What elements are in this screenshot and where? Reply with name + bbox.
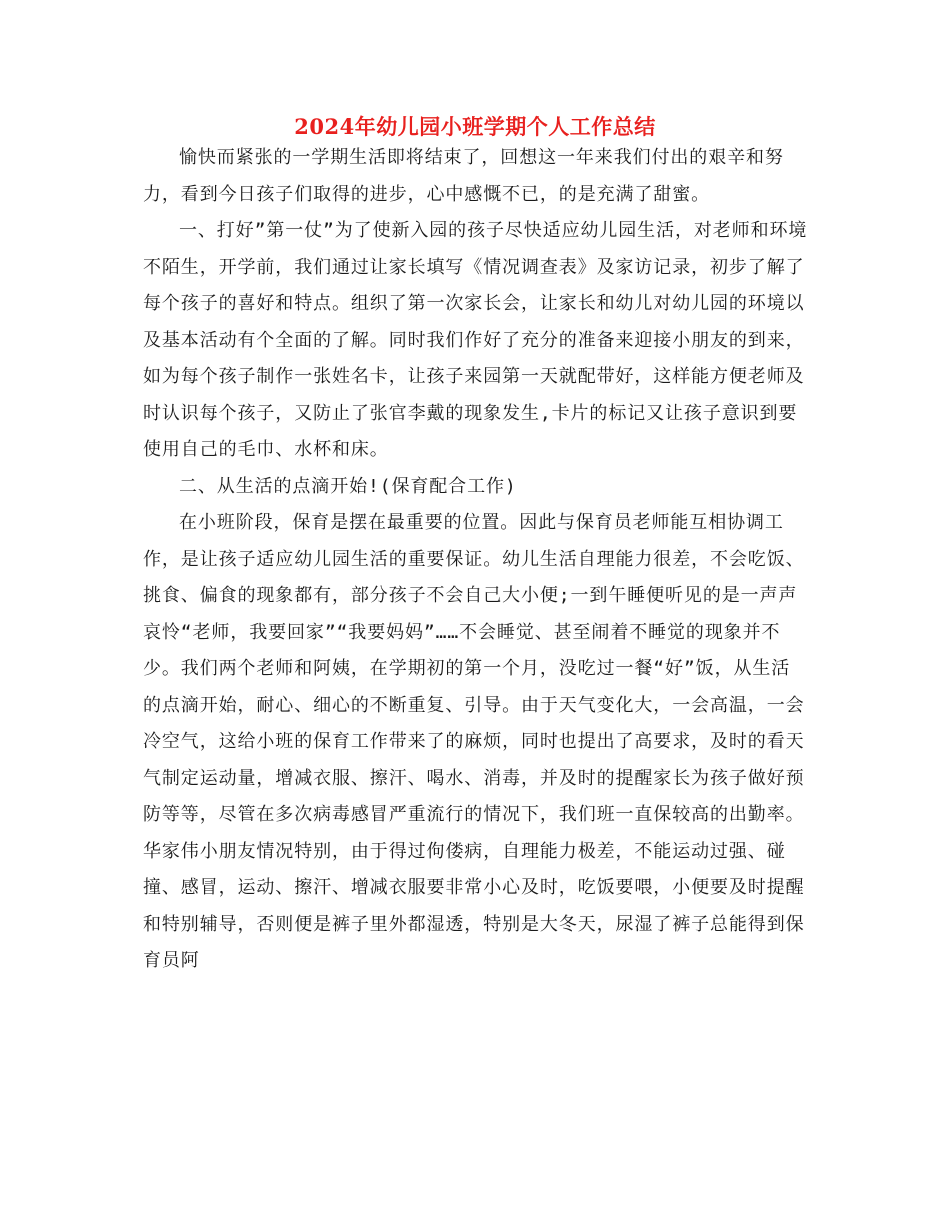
paragraph-section-two-heading: 二、从生活的点滴开始!(保育配合工作) [179,475,517,497]
paragraph-section-one: 一、打好”第一仗”为了使新入园的孩子尽快适应幼儿园生活，对老师和环境不陌生，开学前，我们通过让家长填写《情况调查表》及家访记录，初步了解了每个孩子的喜好和特点。组织了第一次家长会，让家长和幼儿对幼儿园的环境以及基本活动有个全面的了解。同时我们作好了充分的准备来迎接小朋友的到来，如为每个孩子制作一张姓名卡，让孩子来园第一天就配带好，这样能方便老师及时认识每个孩子，又防止了张官李戴的现象发生,卡片的标记又让孩子意识到要使用自己的毛巾、水杯和床。 [143,220,808,460]
paragraph-intro: 愉快而紧张的一学期生活即将结束了，回想这一年来我们付出的艰辛和努力，看到今日孩子们取得的进步，心中感慨不已，的是充满了甜蜜。 [143,147,784,205]
document-title: 2024年幼儿园小班学期个人工作总结 [294,114,656,139]
document-body [143,140,808,980]
paragraph-section-two-body: 在小班阶段，保育是摆在最重要的位置。因此与保育员老师能互相协调工作，是让孩子适应幼儿园生活的重要保证。幼儿生活自理能力很差，不会吃饭、挑食、偏食的现象都有，部分孩子不会自己大小便;一到午睡便听见的是一声声哀怜“老师，我要回家”“我要妈妈”……不会睡觉、甚至闹着不睡觉的现象并不少。我们两个老师和阿姨，在学期初的第一个月，没吃过一餐“好”饭，从生活的点滴开始，耐心、细心的不断重复、引导。由于天气变化大，一会高温，一会冷空气，这给小班的保育工作带来了的麻烦，同时也提出了高要求，及时的看天气制定运动量，增减衣服、擦汗、喝水、消毒，并及时的提醒家长为孩子做好预防等等，尽管在多次病毒感冒严重流行的情况下，我们班一直保较高的出勤率。华家伟小朋友情况特别，由于得过佝偻病，自理能力极差，不能运动过强、碰撞、感冒，运动、擦汗、增减衣服要非常小心及时，吃饭要喂，小便要及时提醒和特别辅导，否则便是裤子里外都湿透，特别是大冬天，尿湿了裤子总能得到保育员阿 [143,512,805,971]
